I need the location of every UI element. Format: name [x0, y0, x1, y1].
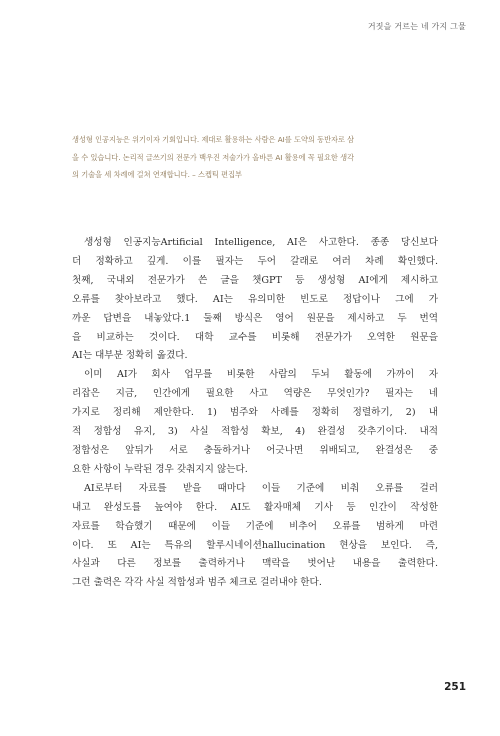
body-line: 내고 완성도를 높여야 한다. AI도 활자매체 기사 등 인간이 작성한: [72, 501, 438, 513]
body-line: 첫째, 국내외 전문가가 쓴 글을 챗GPT 등 생성형 AI에게 제시하고: [72, 274, 438, 286]
page-number: 251: [444, 681, 466, 693]
body-line: 더 정확하고 깊게. 이를 필자는 두어 갈래로 여러 차례 확인했다.: [72, 255, 438, 267]
body-line: 리잡은 지금, 인간에게 필요한 사고 역량은 무엇인가? 필자는 네: [72, 388, 438, 400]
paragraph: [72, 480, 438, 593]
paragraph: [72, 366, 438, 479]
body-line: 오류를 찾아보라고 했다. AI는 유의미한 빈도로 정답이나 그에 가: [72, 293, 438, 305]
body-line: 그런 출력은 각각 사실 적합성과 범주 체크로 걸러내야 한다.: [72, 577, 322, 589]
body-line: AI로부터 자료를 받을 때마다 이들 기준에 비춰 오류를 걸러: [84, 482, 438, 494]
body-line: 적 정합성 유지, 3) 사실 적합성 확보, 4) 완결성 갖추기이다. 내적: [72, 426, 438, 438]
body-line: 요한 사항이 누락된 경우 갖춰지지 않는다.: [72, 463, 248, 475]
body-line: 생성형 인공지능Artificial Intelligence, AI은 사고한다. 종종 당신보다: [84, 237, 438, 248]
body-line: 까운 답변을 내놓았다.1 둘째 방식은 영어 원문을 제시하고 두 번역: [72, 312, 438, 324]
body-line: 정합성은 앞뒤가 서로 충돌하거나 어긋나면 위배되고, 완결성은 중: [72, 444, 438, 456]
body-line: 사실과 다른 정보를 출력하거나 맥락을 벗어난 내용을 출력한다.: [72, 558, 438, 570]
body-text: [72, 234, 438, 593]
lead-paragraph: [72, 131, 438, 184]
body-line: 가지로 정리해 제안한다. 1) 범주와 사례를 정확히 정렬하기, 2) 내: [72, 407, 438, 419]
body-line: 자료를 학습했기 때문에 이들 기준에 비추어 오류를 범하게 마련: [72, 520, 438, 532]
lead-line: 의 기술을 세 차례에 걸쳐 연재합니다. – 스켑틱 편집부: [72, 170, 242, 179]
body-line: 이다. 또 AI는 특유의 할루시네이션hallucination 현상을 보인다. 즉,: [72, 539, 438, 551]
lead-line: 생성형 인공지능은 위기이자 기회입니다. 제대로 활용하는 사람은 AI를 도약의 동반자로 삼: [72, 135, 355, 144]
body-line: AI는 대부분 정확히 옮겼다.: [72, 350, 188, 362]
body-line: 이미 AI가 회사 업무를 비롯한 사람의 두뇌 활동에 가까이 자: [84, 369, 438, 381]
lead-line: 을 수 있습니다. 논리적 글쓰기의 전문가 백우진 저술가가 올바른 AI 활용에 꼭 필요한 생각: [72, 152, 355, 162]
running-header: 거짓을 거르는 네 가지 그물: [367, 22, 466, 31]
paragraph: [72, 234, 438, 366]
body-line: 을 비교하는 것이다. 대학 교수를 비롯해 전문가가 오역한 원문을: [72, 331, 438, 343]
